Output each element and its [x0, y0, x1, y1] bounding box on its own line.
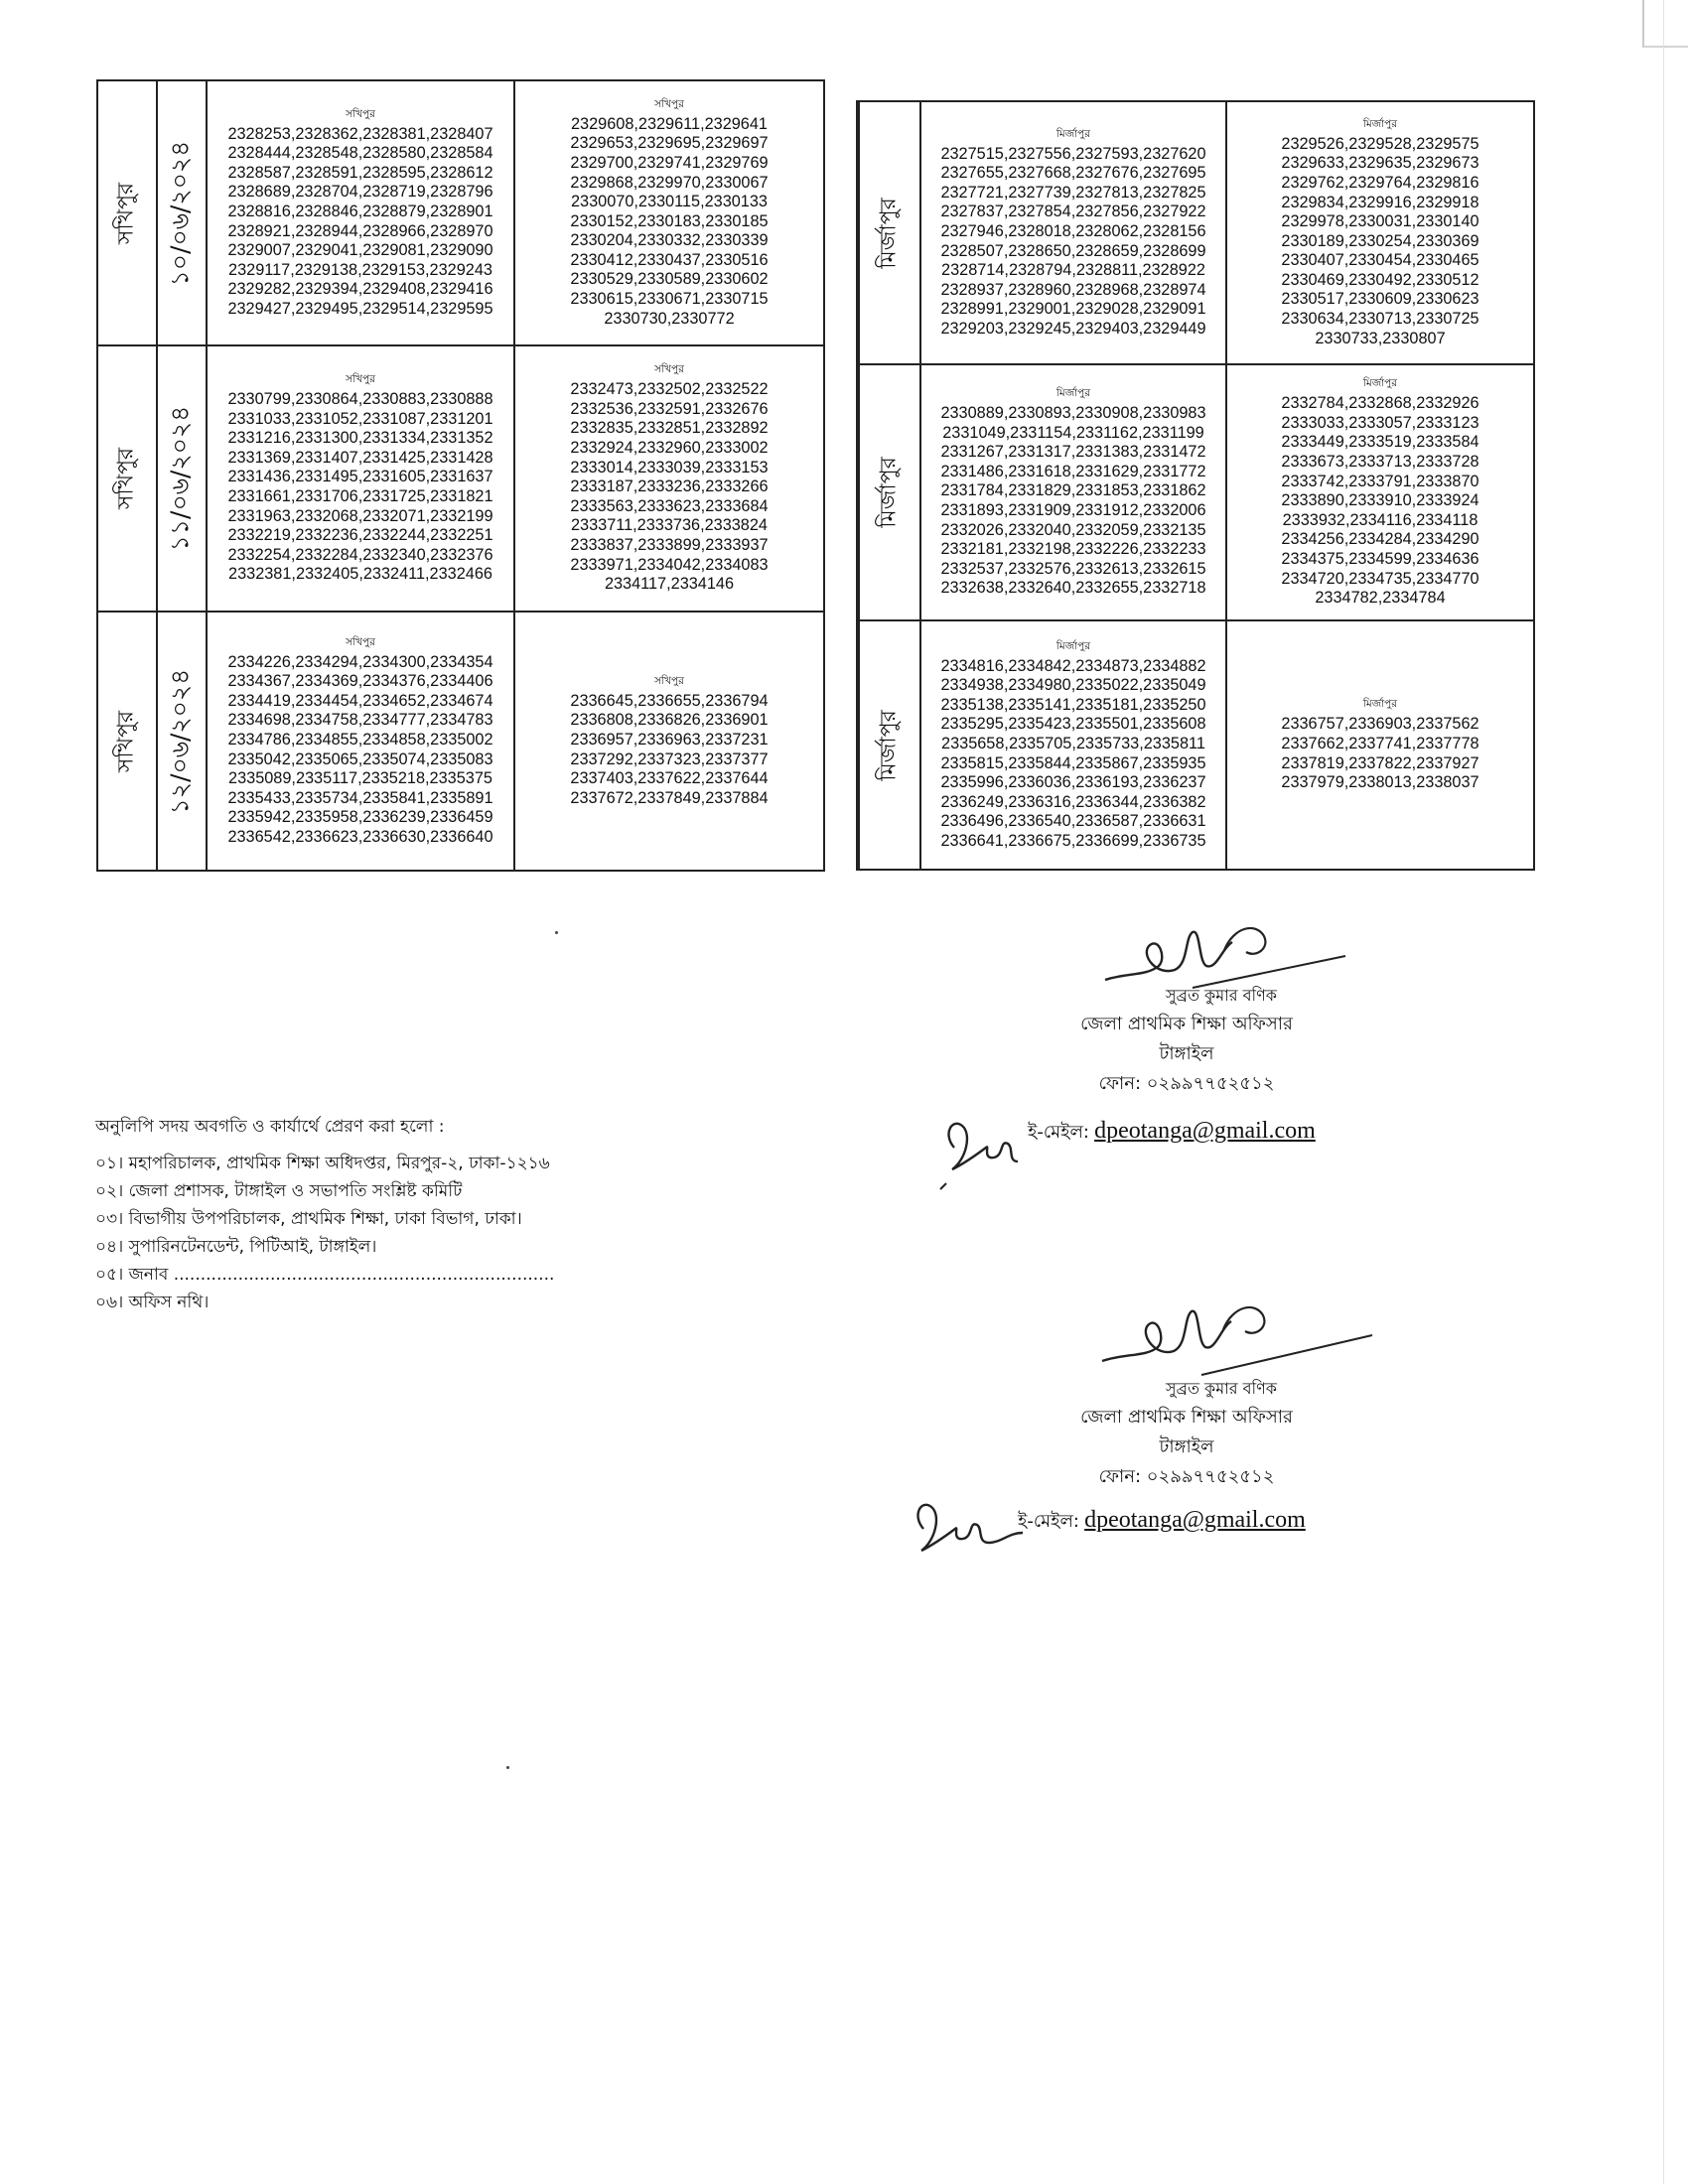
roll-number-line: 2337403,2337622,2337644 [570, 769, 769, 788]
upazila-label: মির্জাপুর [876, 197, 902, 269]
exam-date: ১১/০৬/২০২৪ [165, 405, 195, 552]
email-link[interactable]: dpeotanga@gmail.com [1084, 1507, 1306, 1533]
roll-number-list [227, 390, 492, 585]
roll-number-line: 2334938,2334980,2335022,2335049 [940, 676, 1206, 695]
roll-number-line: 2329203,2329245,2329403,2329449 [940, 319, 1206, 338]
roll-number-line: 2332254,2332284,2332340,2332376 [227, 545, 493, 564]
roll-number-line: 2333014,2333039,2333153 [570, 458, 769, 477]
officer-designation: জেলা প্রাথমিক শিক্ষা অফিসার [1080, 1407, 1293, 1428]
roll-number-list [1281, 135, 1478, 349]
roll-number-line: 2332835,2332851,2332892 [570, 419, 769, 438]
roll-number-line: 2333932,2334116,2334118 [1282, 510, 1478, 529]
cell-heading: মির্জাপুর [1055, 387, 1091, 400]
roll-number-line: 2332381,2332405,2332411,2332466 [228, 565, 492, 584]
roll-number-line: 2332784,2332868,2332926 [1281, 394, 1479, 413]
roll-number-line: 2333563,2333623,2333684 [570, 496, 769, 515]
roll-cell [515, 613, 823, 870]
cell-heading: মির্জাপুর [1055, 639, 1091, 652]
roll-number-line: 2331369,2331407,2331425,2331428 [227, 448, 493, 467]
upazila-cell [860, 621, 921, 869]
roll-number-line: 2334782,2334784 [1315, 589, 1446, 608]
roll-number-line: 2334698,2334758,2334777,2334783 [227, 711, 493, 730]
roll-number-line: 2333187,2333236,2333266 [570, 478, 769, 496]
roll-number-line: 2336542,2336623,2336630,2336640 [227, 827, 493, 846]
roll-number-line: 2329282,2329394,2329408,2329416 [227, 280, 493, 299]
roll-cell [921, 621, 1227, 869]
email-label: ই-মেইল: [1028, 1122, 1089, 1143]
roll-number-line: 2330799,2330864,2330883,2330888 [227, 390, 493, 409]
exam-date: ১০/০৬/২০২৪ [165, 140, 195, 286]
roll-cell [1227, 365, 1533, 621]
roll-number-line: 2335295,2335423,2335501,2335608 [940, 715, 1206, 734]
signature-block-1 [1033, 983, 1340, 1099]
roll-number-list [940, 404, 1205, 599]
roll-cell [515, 81, 823, 346]
roll-number-list [940, 657, 1205, 852]
upazila-cell [98, 346, 158, 613]
roll-number-line: 2329608,2329611,2329641 [570, 114, 768, 133]
officer-designation: জেলা প্রাথমিক শিক্ষা অফিসার [1080, 1014, 1293, 1034]
upazila-label: মির্জাপুর [876, 709, 902, 781]
scan-speck [555, 931, 558, 934]
roll-number-line: 2331436,2331495,2331605,2331637 [227, 468, 493, 486]
roll-number-line: 2335815,2335844,2335867,2335935 [940, 753, 1206, 772]
roll-number-line: 2336641,2336675,2336699,2336735 [940, 831, 1206, 850]
scan-speck [506, 1766, 509, 1769]
roll-table-left [96, 79, 825, 872]
roll-number-line: 2337292,2337323,2337377 [570, 750, 769, 768]
roll-number-line: 2337662,2337741,2337778 [1281, 734, 1479, 752]
roll-number-line: 2337672,2337849,2337884 [570, 788, 769, 807]
roll-number-line: 2327946,2328018,2328062,2328156 [940, 221, 1206, 240]
roll-number-line: 2331486,2331618,2331629,2331772 [940, 462, 1206, 480]
cell-heading: সখিপুর [654, 97, 684, 110]
roll-number-line: 2327515,2327556,2327593,2327620 [940, 144, 1206, 163]
date-cell [158, 346, 208, 613]
roll-number-line: 2328714,2328794,2328811,2328922 [941, 261, 1205, 280]
roll-number-line: 2334419,2334454,2334652,2334674 [227, 691, 493, 710]
roll-number-line: 2331784,2331829,2331853,2331862 [940, 481, 1206, 500]
cell-heading: সখিপুর [654, 674, 684, 687]
roll-number-line: 2331661,2331706,2331725,2331821 [227, 487, 493, 505]
roll-number-line: 2331033,2331052,2331087,2331201 [227, 409, 493, 428]
roll-number-line: 2333837,2333899,2333937 [570, 535, 769, 554]
cell-heading: সখিপুর [346, 635, 375, 648]
roll-number-line: 2330204,2330332,2330339 [570, 231, 769, 250]
exam-date: ১২/০৬/২০২৪ [165, 668, 195, 814]
upazila-cell [98, 613, 158, 870]
roll-number-line: 2335658,2335705,2335733,2335811 [941, 734, 1205, 752]
roll-number-line: 2331049,2331154,2331162,2331199 [942, 423, 1204, 442]
roll-number-line: 2330469,2330492,2330512 [1281, 270, 1479, 289]
email-row-1 [1028, 1118, 1385, 1149]
roll-number-line: 2333890,2333910,2333924 [1281, 491, 1479, 510]
copy-item: ০৬। অফিস নথি। [95, 1293, 210, 1312]
roll-cell [208, 613, 515, 870]
roll-number-line: 2332219,2332236,2332244,2332251 [227, 526, 493, 545]
officer-phone: ফোন: ০২৯৯৭৭৫২৫১২ [1098, 1466, 1275, 1487]
roll-number-line: 2330889,2330893,2330908,2330983 [940, 404, 1206, 423]
roll-number-line: 2336808,2336826,2336901 [570, 711, 769, 730]
roll-number-line: 2330070,2330115,2330133 [570, 193, 768, 211]
roll-cell [208, 346, 515, 613]
roll-number-line: 2333971,2334042,2334083 [570, 555, 769, 574]
roll-number-line: 2334226,2334294,2334300,2334354 [227, 652, 493, 671]
roll-number-line: 2328921,2328944,2328966,2328970 [227, 221, 493, 240]
email-row-2 [1018, 1507, 1395, 1538]
upazila-label: সখিপুর [113, 710, 139, 772]
roll-number-line: 2328587,2328591,2328595,2328612 [227, 163, 493, 182]
roll-number-line: 2335089,2335117,2335218,2335375 [228, 769, 492, 788]
roll-number-line: 2332536,2332591,2332676 [570, 399, 769, 418]
roll-number-line: 2329868,2329970,2330067 [570, 173, 769, 192]
roll-number-line: 2328444,2328548,2328580,2328584 [227, 144, 493, 163]
roll-number-line: 2327837,2327854,2327856,2327922 [940, 203, 1206, 221]
roll-number-line: 2332181,2332198,2332226,2332233 [940, 540, 1206, 559]
roll-number-line: 2330634,2330713,2330725 [1281, 310, 1479, 329]
copy-item: ০২। জেলা প্রশাসক, টাঙ্গাইল ও সভাপতি সংশ্লিষ্ট কমিটি [95, 1181, 463, 1201]
roll-number-line: 2334367,2334369,2334376,2334406 [227, 672, 493, 691]
officer-phone: ফোন: ০২৯৯৭৭৫২৫১২ [1098, 1073, 1275, 1094]
roll-number-line: 2330152,2330183,2330185 [570, 211, 769, 230]
roll-number-line: 2334786,2334855,2334858,2335002 [227, 730, 493, 749]
roll-number-line: 2333711,2333736,2333824 [570, 516, 768, 535]
roll-number-line: 2334375,2334599,2334636 [1281, 549, 1479, 568]
roll-number-line: 2328937,2328960,2328968,2328974 [940, 280, 1206, 299]
roll-number-line: 2337979,2338013,2338037 [1281, 773, 1479, 792]
cell-heading: মির্জাপুর [1362, 377, 1398, 390]
roll-number-line: 2329834,2329916,2329918 [1281, 193, 1479, 211]
roll-number-line: 2328689,2328704,2328719,2328796 [227, 183, 493, 202]
roll-number-line: 2330517,2330609,2330623 [1281, 290, 1479, 309]
roll-number-line: 2328816,2328846,2328879,2328901 [227, 202, 493, 220]
roll-number-line: 2333033,2333057,2333123 [1281, 413, 1479, 432]
roll-number-list [570, 692, 768, 809]
roll-number-line: 2332026,2332040,2332059,2332135 [940, 520, 1206, 539]
roll-number-line: 2334720,2334735,2334770 [1281, 569, 1479, 588]
roll-number-line: 2335996,2336036,2336193,2336237 [940, 773, 1206, 792]
roll-number-line: 2331216,2331300,2331334,2331352 [227, 429, 493, 448]
roll-table-right [856, 100, 1535, 871]
roll-number-line: 2329633,2329635,2329673 [1281, 154, 1479, 173]
roll-number-line: 2330733,2330807 [1315, 329, 1446, 347]
roll-number-line: 2329007,2329041,2329081,2329090 [227, 241, 493, 260]
copy-intro: অনুলিপি সদয় অবগতি ও কার্যার্থে প্রেরণ করা হলো : [95, 1117, 445, 1137]
roll-number-line: 2330529,2330589,2330602 [570, 270, 769, 289]
roll-number-line: 2328253,2328362,2328381,2328407 [227, 124, 493, 143]
roll-number-line: 2334256,2334284,2334290 [1281, 530, 1479, 549]
upazila-cell [860, 365, 921, 621]
roll-number-line: 2337819,2337822,2337927 [1281, 753, 1479, 772]
roll-number-list [570, 115, 768, 330]
cell-heading: মির্জাপুর [1362, 117, 1398, 130]
roll-cell [921, 365, 1227, 621]
cell-heading: সখিপুর [346, 373, 375, 386]
roll-number-list [227, 125, 492, 320]
roll-number-line: 2328507,2328650,2328659,2328699 [940, 241, 1206, 260]
roll-number-line: 2334117,2334146 [604, 575, 735, 594]
roll-number-line: 2332638,2332640,2332655,2332718 [940, 579, 1206, 598]
copy-distribution-list [95, 1114, 554, 1316]
roll-number-line: 2336757,2336903,2337562 [1281, 715, 1479, 734]
roll-number-line: 2329700,2329741,2329769 [570, 153, 769, 172]
roll-number-line: 2336249,2336316,2336344,2336382 [940, 792, 1206, 811]
roll-number-list [570, 380, 768, 595]
initial-signature [906, 1489, 1035, 1569]
roll-number-line: 2327721,2327739,2327813,2327825 [940, 183, 1206, 202]
officer-name: সুব্রত কুমার বণিক [1166, 986, 1277, 1005]
cell-heading: মির্জাপুর [1055, 127, 1091, 140]
cell-heading: মির্জাপুর [1362, 698, 1398, 711]
roll-number-line: 2334816,2334842,2334873,2334882 [940, 656, 1206, 675]
roll-number-list [1281, 394, 1478, 609]
roll-number-line: 2331893,2331909,2331912,2332006 [940, 501, 1206, 519]
roll-number-line: 2330412,2330437,2330516 [570, 250, 769, 269]
officer-name: সুব্রত কুমার বণিক [1166, 1379, 1277, 1398]
roll-number-line: 2329653,2329695,2329697 [570, 134, 769, 153]
roll-number-line: 2335042,2335065,2335074,2335083 [227, 750, 493, 768]
roll-number-line: 2329978,2330031,2330140 [1281, 212, 1479, 231]
roll-cell [921, 102, 1227, 365]
roll-number-line: 2330407,2330454,2330465 [1281, 251, 1479, 270]
roll-number-line: 2332473,2332502,2332522 [570, 380, 769, 399]
signature-block-2 [1033, 1376, 1340, 1492]
roll-number-line: 2329526,2329528,2329575 [1281, 134, 1479, 153]
copy-item: ০৪। সুপারিনটেনডেন্ট, পিটিআই, টাঙ্গাইল। [95, 1237, 377, 1257]
cell-heading: সখিপুর [346, 107, 375, 120]
roll-number-line: 2332924,2332960,2333002 [570, 439, 769, 458]
roll-number-line: 2331963,2332068,2332071,2332199 [227, 506, 493, 525]
copy-item: ০৫। জনাব ....................................................................... [95, 1265, 555, 1285]
roll-number-line: 2333673,2333713,2333728 [1281, 453, 1479, 472]
roll-number-list [940, 145, 1205, 340]
upazila-cell [860, 102, 921, 365]
email-link[interactable]: dpeotanga@gmail.com [1094, 1118, 1316, 1144]
cell-heading: সখিপুর [654, 363, 684, 376]
roll-number-line: 2336645,2336655,2336794 [570, 691, 769, 710]
page-edge-line [1663, 0, 1674, 2184]
roll-cell [208, 81, 515, 346]
roll-number-list [1281, 715, 1478, 792]
upazila-label: মির্জাপুর [876, 457, 902, 528]
roll-number-line: 2331267,2331317,2331383,2331472 [940, 443, 1206, 462]
roll-number-line: 2329427,2329495,2329514,2329595 [227, 299, 493, 318]
roll-number-list [227, 653, 492, 848]
officer-district: টাঙ্গাইল [1159, 1436, 1214, 1457]
copy-item: ০৩। বিভাগীয় উপপরিচালক, প্রাথমিক শিক্ষা, ঢাকা বিভাগ, ঢাকা। [95, 1209, 522, 1229]
roll-number-line: 2335433,2335734,2335841,2335891 [227, 788, 493, 807]
roll-number-line: 2333742,2333791,2333870 [1281, 472, 1479, 490]
roll-number-line: 2330730,2330772 [604, 309, 735, 328]
roll-number-line: 2328991,2329001,2329028,2329091 [940, 300, 1206, 319]
roll-number-line: 2333449,2333519,2333584 [1281, 433, 1479, 452]
date-cell [158, 81, 208, 346]
roll-number-line: 2335138,2335141,2335181,2335250 [940, 695, 1206, 714]
roll-cell [515, 346, 823, 613]
roll-number-line: 2336496,2336540,2336587,2336631 [940, 812, 1206, 831]
date-cell [158, 613, 208, 870]
roll-number-line: 2332537,2332576,2332613,2332615 [940, 559, 1206, 578]
roll-cell [1227, 621, 1533, 869]
roll-number-line: 2335942,2335958,2336239,2336459 [227, 808, 493, 827]
roll-number-line: 2327655,2327668,2327676,2327695 [940, 164, 1206, 183]
email-label: ই-মেইল: [1018, 1511, 1079, 1532]
upazila-label: সখিপুর [113, 182, 139, 244]
upazila-cell [98, 81, 158, 346]
roll-number-line: 2330189,2330254,2330369 [1281, 231, 1479, 250]
upazila-label: সখিপুর [113, 447, 139, 510]
roll-number-line: 2330615,2330671,2330715 [570, 290, 769, 309]
copy-item: ০১। মহাপরিচালক, প্রাথমিক শিক্ষা অধিদপ্তর, মিরপুর-২, ঢাকা-১২১৬ [95, 1154, 550, 1173]
roll-cell [1227, 102, 1533, 365]
officer-district: টাঙ্গাইল [1159, 1043, 1214, 1064]
roll-number-line: 2329762,2329764,2329816 [1281, 173, 1479, 192]
roll-number-line: 2336957,2336963,2337231 [570, 730, 769, 749]
roll-number-line: 2329117,2329138,2329153,2329243 [228, 260, 492, 279]
